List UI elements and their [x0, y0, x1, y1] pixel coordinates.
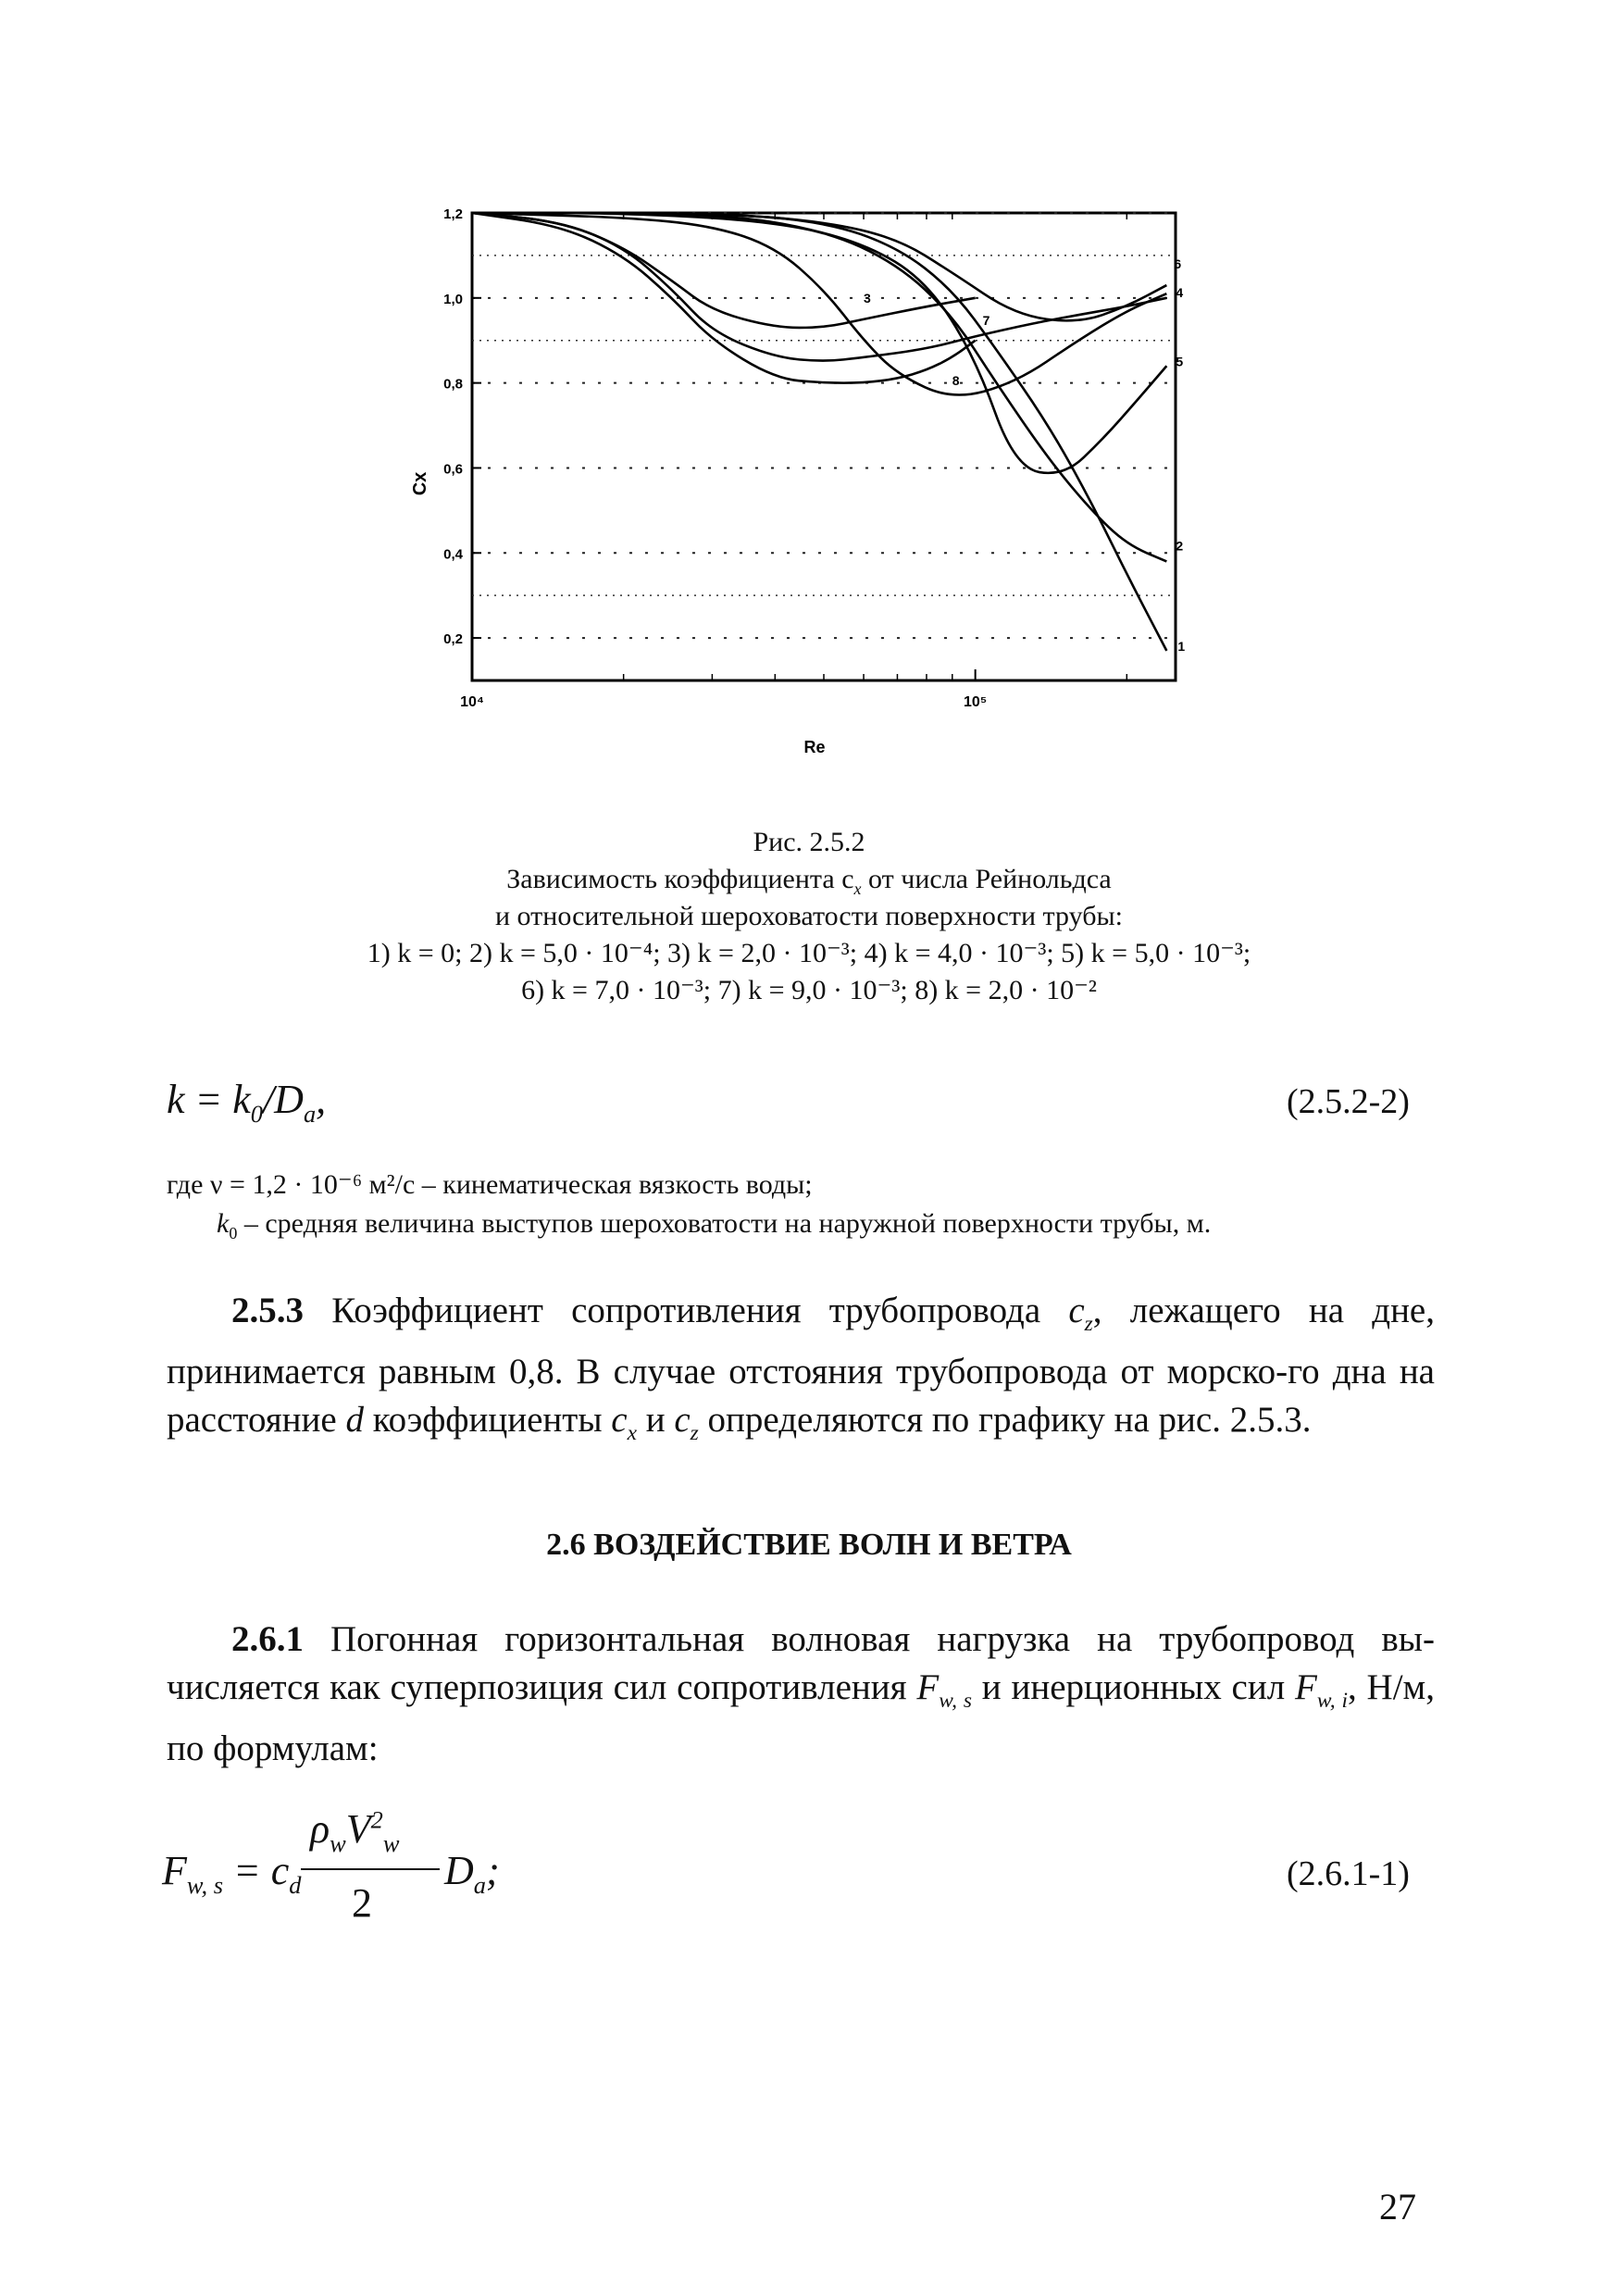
plot-frame: [472, 213, 1176, 680]
y-tick-label: 0,6: [443, 461, 463, 478]
formula-fws-da: $D_a$;: [444, 1848, 500, 1899]
series-line-5: [472, 213, 1166, 473]
paragraph-2-5-3: 2.5.3 Коэффициент сопротивления трубопровода $c_z$, лежащего на дне, принимается равным 0,8. В случае отстояния трубопровода от морско-го дна на расстояние d коэффициенты $c_x$ и $c_z$ определяются по графику на рис. 2.5.3.: [167, 1291, 1435, 1445]
y-tick-label: 0,2: [443, 631, 463, 648]
x-tick-label: 10⁵: [964, 694, 988, 710]
page-number: 27: [1379, 2186, 1416, 2227]
y-tick-label: 0,4: [443, 546, 463, 563]
y-tick-label: 1,0: [443, 291, 463, 307]
chart-frame: [472, 213, 1176, 680]
chart-series-group: [472, 213, 1185, 654]
x-axis-label: Re: [803, 738, 826, 756]
section-heading-2-6: 2.6 ВОЗДЕЙСТВИЕ ВОЛН И ВЕТРА: [546, 1528, 1072, 1562]
series-line-8: [472, 213, 976, 383]
series-label-7: 7: [982, 313, 990, 329]
figure-legend-line-2: 6) k = 7,0 · 10⁻³; 7) k = 9,0 · 10⁻³; 8) k = 2,0 · 10⁻²: [521, 975, 1097, 1005]
formula-fws-numerator: $\rho_wV^2_w$: [310, 1805, 400, 1857]
cx-re-chart: [407, 199, 1194, 773]
chart-ticks: [410, 206, 1126, 756]
figure-title-2: и относительной шероховатости поверхности трубы:: [495, 901, 1123, 931]
series-label-1: 1: [1177, 638, 1186, 654]
series-line-4: [472, 213, 1166, 394]
where-line-1: где ν = 1,2 · 10⁻⁶ м²/с – кинематическая вязкость воды;: [167, 1169, 813, 1200]
series-label-4: 4: [1176, 285, 1184, 301]
formula-k-number: (2.5.2-2): [1287, 1082, 1410, 1121]
series-label-5: 5: [1176, 354, 1184, 369]
formula-fws-denominator: 2: [352, 1880, 372, 1926]
series-label-2: 2: [1176, 538, 1184, 554]
formula-k: $k = k_0/D_a$,: [167, 1077, 327, 1128]
chart-grid: [472, 213, 1176, 638]
series-line-1: [472, 213, 1166, 651]
x-tick-label: 10⁴: [460, 694, 484, 710]
series-label-8: 8: [952, 373, 960, 389]
series-label-6: 6: [1174, 256, 1182, 272]
formula-fws-number: (2.6.1-1): [1287, 1854, 1410, 1893]
formula-fws-lhs: $F_{w, s} = c_d$: [162, 1848, 302, 1899]
series-label-3: 3: [864, 290, 871, 306]
y-axis-label: Cx: [410, 471, 430, 496]
figure-legend-line-1: 1) k = 0; 2) k = 5,0 · 10⁻⁴; 3) k = 2,0 · 10⁻³; 4) k = 4,0 · 10⁻³; 5) k = 5,0 · 10⁻³;: [367, 938, 1251, 968]
series-line-2: [472, 213, 1166, 561]
where-line-2: $k_0$ – средняя величина выступов шероховатости на наружной поверхности трубы, м.: [217, 1208, 1212, 1242]
paragraph-2-6-1: 2.6.1 Погонная горизонтальная волновая нагрузка на трубопровод вы-числяется как суперпозиция сил сопротивления $F_{w, s}$ и инерционных сил $F_{w, i}$, Н/м, по формулам:: [167, 1619, 1435, 1768]
figure-title-1: Зависимость коэффициента $c_x$ от числа Рейнольдса: [506, 864, 1112, 898]
figure-label: Рис. 2.5.2: [753, 827, 865, 857]
y-tick-label: 0,8: [443, 376, 463, 393]
y-tick-label: 1,2: [443, 206, 463, 222]
fraction-bar: [301, 1868, 440, 1870]
